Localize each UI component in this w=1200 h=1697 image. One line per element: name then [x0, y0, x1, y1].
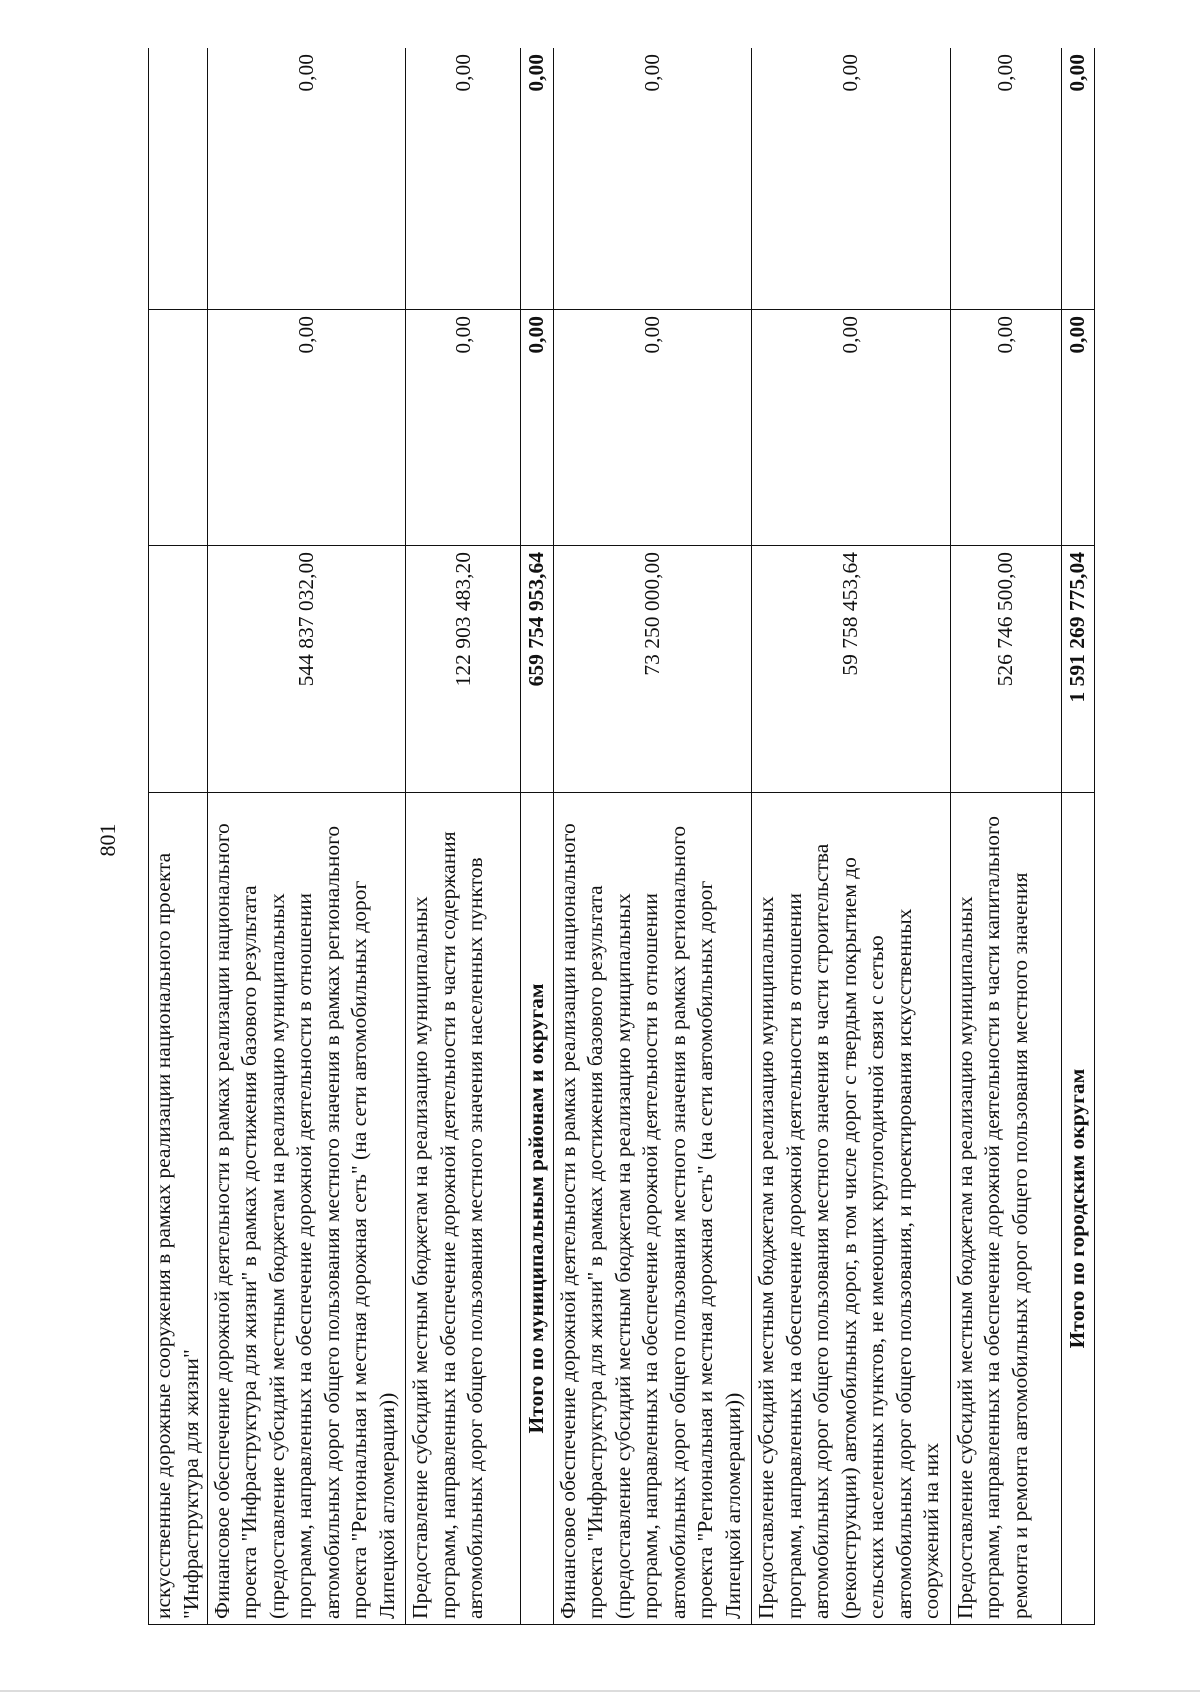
row-col3: 0,00	[752, 48, 951, 310]
table-row	[149, 48, 208, 1625]
table-row	[207, 48, 406, 1625]
total-col3: 0,00	[521, 48, 553, 310]
row-amount: 59 758 453,64	[752, 546, 951, 793]
table-row	[406, 48, 521, 1625]
row-amount: 526 746 500,00	[950, 546, 1062, 793]
row-amount: 73 250 000,00	[553, 546, 752, 793]
total-amount: 1 591 269 775,04	[1062, 546, 1095, 793]
table-row	[553, 48, 752, 1625]
total-row-districts	[521, 48, 553, 1625]
row-col3: 0,00	[207, 48, 406, 310]
page-number: 801	[95, 823, 120, 857]
row-col2: 0,00	[752, 310, 951, 546]
total-label: Итого по муниципальным районам и округам	[521, 793, 553, 1625]
total-col3: 0,00	[1062, 48, 1095, 310]
row-col2	[149, 310, 208, 546]
row-col2: 0,00	[406, 310, 521, 546]
row-amount	[149, 546, 208, 793]
subsidy-table	[148, 48, 1095, 1625]
total-col2: 0,00	[521, 310, 553, 546]
row-description: Финансовое обеспечение дорожной деятельности в рамках реализации национального проекта "Инфраструктура для жизни" в рамках достижения базового результата (предоставление субсидий местным бюджетам на реализацию муниципальных программ, направленных на обеспечение дорожной деятельности в отношении автомобильных дорог общего пользования местного значения в рамках регионального проекта "Региональная и местная дорожная сеть" (на сети автомобильных дорог Липецкой агломерации))	[207, 793, 406, 1625]
row-amount: 544 837 032,00	[207, 546, 406, 793]
row-col2: 0,00	[553, 310, 752, 546]
total-label: Итого по городским округам	[1062, 793, 1095, 1625]
row-amount: 122 903 483,20	[406, 546, 521, 793]
row-col2: 0,00	[950, 310, 1062, 546]
row-description: Предоставление субсидий местным бюджетам на реализацию муниципальных программ, направленных на обеспечение дорожной деятельности в части капитального ремонта и ремонта автомобильных дорог общего пользования местного значения	[950, 793, 1062, 1625]
total-row-city-districts	[1062, 48, 1095, 1625]
table-row	[752, 48, 951, 1625]
row-description: Финансовое обеспечение дорожной деятельности в рамках реализации национального проекта "Инфраструктура для жизни" в рамках достижения базового результата (предоставление субсидий местным бюджетам на реализацию муниципальных программ, направленных на обеспечение дорожной деятельности в отношении автомобильных дорог общего пользования местного значения в рамках регионального проекта "Региональная и местная дорожная сеть" (на сети автомобильных дорог Липецкой агломерации))	[553, 793, 752, 1625]
row-col2: 0,00	[207, 310, 406, 546]
row-col3: 0,00	[406, 48, 521, 310]
row-col3	[149, 48, 208, 310]
row-col3: 0,00	[950, 48, 1062, 310]
subsidy-table-frame	[148, 48, 1095, 1625]
total-col2: 0,00	[1062, 310, 1095, 546]
row-description: искусственные дорожные сооружения в рамках реализации национального проекта "Инфраструктура для жизни"	[149, 793, 208, 1625]
row-description: Предоставление субсидий местным бюджетам на реализацию муниципальных программ, направленных на обеспечение дорожной деятельности в отношении автомобильных дорог общего пользования местного значения в части строительства (реконструкции) автомобильных дорог, в том числе дорог с твердым покрытием до сельских населенных пунктов, не имеющих круглогодичной связи с сетью автомобильных дорог общего пользования, и проектирования искусственных сооружений на них	[752, 793, 951, 1625]
row-description: Предоставление субсидий местным бюджетам на реализацию муниципальных программ, направленных на обеспечение дорожной деятельности в части содержания автомобильных дорог общего пользования местного значения населенных пунктов	[406, 793, 521, 1625]
scan-edge-divider	[0, 1690, 1200, 1692]
total-amount: 659 754 953,64	[521, 546, 553, 793]
row-col3: 0,00	[553, 48, 752, 310]
table-row	[950, 48, 1062, 1625]
